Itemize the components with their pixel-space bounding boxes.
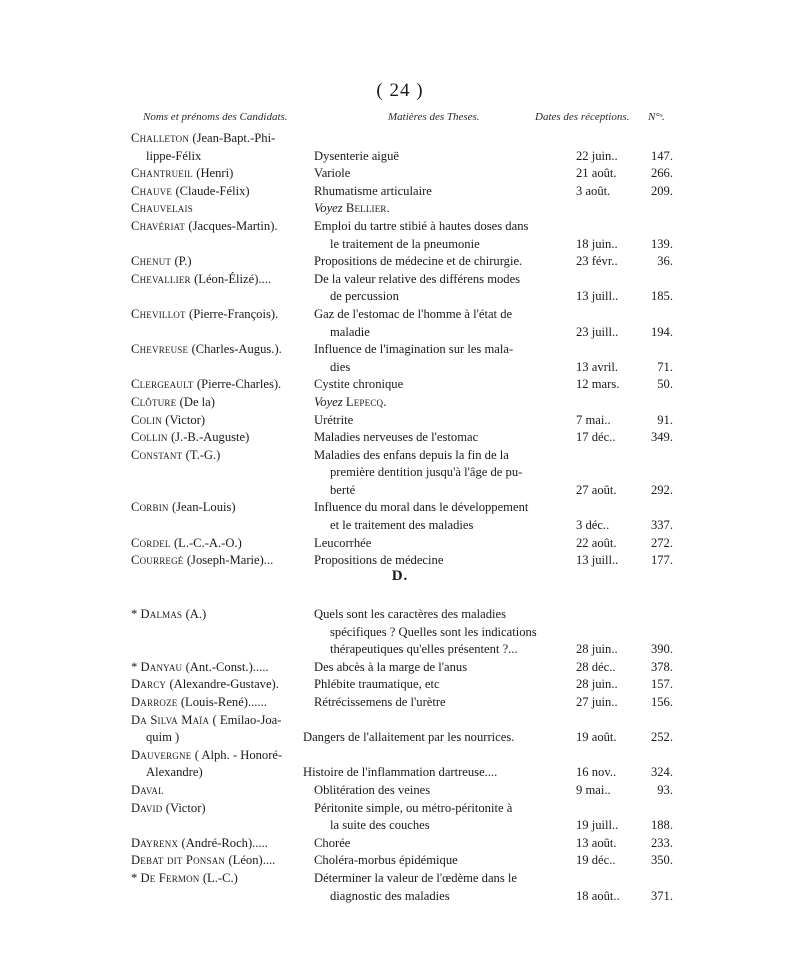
thesis-number: 93. bbox=[657, 782, 673, 797]
entry-line bbox=[0, 447, 800, 465]
entry-line bbox=[0, 852, 800, 870]
entry-line bbox=[0, 659, 800, 677]
reception-date: 16 nov.. bbox=[576, 765, 617, 780]
section-d-entries bbox=[0, 606, 800, 905]
reception-date: 3 déc.. bbox=[576, 518, 610, 533]
entry-line bbox=[0, 888, 800, 906]
candidate-name: Cordel (L.-C.-A.-O.) bbox=[131, 535, 242, 550]
thesis-title: Gaz de l'estomac de l'homme à l'état de bbox=[314, 306, 513, 321]
candidate-name: Dauvergne ( Alph. - Honoré- bbox=[131, 747, 283, 762]
thesis-number: 185. bbox=[650, 289, 673, 304]
entry-row bbox=[0, 676, 800, 694]
reception-date: 28 juin.. bbox=[576, 642, 618, 657]
entry-line bbox=[0, 747, 800, 765]
reception-date: 19 août. bbox=[576, 730, 617, 745]
entry-line bbox=[0, 200, 800, 218]
reception-date: 19 juill.. bbox=[576, 818, 619, 833]
entry-row bbox=[0, 130, 800, 165]
entry-row bbox=[0, 852, 800, 870]
entry-row bbox=[0, 694, 800, 712]
thesis-title: Cystite chronique bbox=[314, 377, 404, 392]
entry-row bbox=[0, 253, 800, 271]
reception-date: 27 août. bbox=[576, 482, 617, 497]
candidate-name: Collin (J.-B.-Auguste) bbox=[131, 430, 250, 445]
thesis-number: 266. bbox=[650, 166, 673, 181]
page-number: ( 24 ) bbox=[376, 80, 424, 101]
reception-date: 7 mai.. bbox=[576, 412, 611, 427]
reception-date: 19 déc.. bbox=[576, 853, 616, 868]
reception-date: 23 juill.. bbox=[576, 324, 619, 339]
entry-line bbox=[0, 535, 800, 553]
thesis-number: 350. bbox=[650, 853, 673, 868]
thesis-number: 390. bbox=[650, 642, 673, 657]
thesis-title: première dentition jusqu'à l'âge de pu- bbox=[330, 465, 523, 480]
thesis-title: spécifiques ? Quelles sont les indications bbox=[330, 624, 537, 639]
entry-line bbox=[0, 236, 800, 254]
entry-line bbox=[0, 253, 800, 271]
entry-line bbox=[0, 800, 800, 818]
reception-date: 13 avril. bbox=[576, 359, 618, 374]
reception-date: 27 juin.. bbox=[576, 694, 618, 709]
entry-row bbox=[0, 394, 800, 412]
entry-row bbox=[0, 341, 800, 376]
candidate-name: * Danyau (Ant.-Const.)..... bbox=[131, 659, 269, 674]
entry-row bbox=[0, 835, 800, 853]
thesis-number: 324. bbox=[650, 765, 673, 780]
entry-line bbox=[0, 694, 800, 712]
candidate-name: Chantrueil (Henri) bbox=[131, 166, 234, 181]
thesis-number: 50. bbox=[657, 377, 673, 392]
entry-line bbox=[0, 764, 800, 782]
thesis-title: Emploi du tartre stibié à hautes doses dans bbox=[314, 218, 529, 233]
candidate-name: * De Fermon (L.-C.) bbox=[131, 870, 238, 885]
candidate-name: Courregé (Joseph-Marie)... bbox=[131, 553, 274, 568]
entry-row bbox=[0, 800, 800, 835]
reception-date: 13 juill.. bbox=[576, 553, 619, 568]
thesis-title: Des abcès à la marge de l'anus bbox=[314, 659, 468, 674]
reception-date: 13 août. bbox=[576, 835, 617, 850]
candidate-name: Chenut (P.) bbox=[131, 254, 192, 269]
header-matieres: Matières des Theses. bbox=[388, 111, 480, 123]
entry-row bbox=[0, 183, 800, 201]
thesis-title: Oblitération des veines bbox=[314, 782, 431, 797]
entry-row bbox=[0, 782, 800, 800]
entry-line bbox=[0, 782, 800, 800]
entry-line bbox=[0, 429, 800, 447]
entry-row bbox=[0, 218, 800, 253]
candidate-name: Darcy (Alexandre-Gustave). bbox=[131, 677, 279, 692]
thesis-title: De la valeur relative des différens modes bbox=[314, 271, 521, 286]
candidate-name: Chevallier (Léon-Élizé).... bbox=[131, 271, 271, 286]
thesis-number: 378. bbox=[650, 659, 673, 674]
entry-line bbox=[0, 288, 800, 306]
candidate-name: Debat dit Ponsan (Léon).... bbox=[131, 853, 276, 868]
entry-line bbox=[0, 148, 800, 166]
section-c-entries bbox=[0, 130, 800, 570]
entry-line bbox=[0, 517, 800, 535]
entry-line bbox=[0, 341, 800, 359]
candidate-name: quim ) bbox=[146, 730, 180, 745]
candidate-name: Challeton (Jean-Bapt.-Phi- bbox=[131, 131, 276, 145]
entry-line bbox=[0, 376, 800, 394]
thesis-title: le traitement de la pneumonie bbox=[330, 236, 480, 251]
candidate-name: Constant (T.-G.) bbox=[131, 447, 221, 462]
candidate-name: Chauve (Claude-Félix) bbox=[131, 183, 250, 198]
entry-line bbox=[0, 712, 800, 730]
thesis-number: 272. bbox=[650, 535, 673, 550]
candidate-name: Da Silva Maïa ( Emilao-Joa- bbox=[131, 712, 282, 727]
entry-line bbox=[0, 394, 800, 412]
reception-date: 18 juin.. bbox=[576, 236, 618, 251]
header-numbers: N°ˢ. bbox=[648, 111, 665, 123]
candidate-name: Corbin (Jean-Louis) bbox=[131, 500, 236, 515]
entry-row bbox=[0, 306, 800, 341]
entry-row bbox=[0, 412, 800, 430]
thesis-title: Maladies nerveuses de l'estomac bbox=[314, 430, 479, 445]
thesis-title: Voyez Lepecq. bbox=[314, 394, 387, 409]
reception-date: 3 août. bbox=[576, 183, 611, 198]
candidate-name: Chevreuse (Charles-Augus.). bbox=[131, 342, 282, 357]
entry-row bbox=[0, 870, 800, 905]
entry-line bbox=[0, 464, 800, 482]
entry-line bbox=[0, 499, 800, 517]
thesis-title: dies bbox=[330, 359, 351, 374]
entry-line bbox=[0, 412, 800, 430]
entry-row bbox=[0, 376, 800, 394]
reception-date: 18 août.. bbox=[576, 888, 620, 903]
entry-line bbox=[0, 218, 800, 236]
entry-row bbox=[0, 429, 800, 447]
thesis-number: 177. bbox=[650, 553, 673, 568]
thesis-number: 209. bbox=[650, 183, 673, 198]
thesis-title: Rhumatisme articulaire bbox=[314, 183, 432, 198]
reception-date: 22 août. bbox=[576, 535, 617, 550]
thesis-title: Quels sont les caractères des maladies bbox=[314, 607, 506, 621]
thesis-title: Rétrécissemens de l'urètre bbox=[314, 694, 446, 709]
thesis-title: Maladies des enfans depuis la fin de la bbox=[314, 447, 509, 462]
candidate-name: Daval bbox=[131, 782, 164, 797]
header-dates: Dates des réceptions. bbox=[535, 111, 630, 123]
candidate-name: Clôture (De la) bbox=[131, 394, 215, 409]
entry-line bbox=[0, 870, 800, 888]
thesis-number: 139. bbox=[650, 236, 673, 251]
entry-line bbox=[0, 130, 800, 148]
thesis-title: la suite des couches bbox=[330, 818, 430, 833]
candidate-name: Chevillot (Pierre-François). bbox=[131, 306, 279, 321]
thesis-number: 337. bbox=[650, 518, 673, 533]
entry-line bbox=[0, 729, 800, 747]
entry-line bbox=[0, 324, 800, 342]
thesis-number: 252. bbox=[650, 730, 673, 745]
thesis-title: diagnostic des maladies bbox=[330, 888, 450, 903]
reception-date: 12 mars. bbox=[576, 377, 620, 392]
thesis-number: 157. bbox=[650, 677, 673, 692]
thesis-title: Dysenterie aiguë bbox=[314, 148, 399, 163]
candidate-name: Clergeault (Pierre-Charles). bbox=[131, 377, 282, 392]
thesis-title: thérapeutiques qu'elles présentent ?... bbox=[330, 642, 518, 657]
entry-line bbox=[0, 676, 800, 694]
thesis-number: 233. bbox=[650, 835, 673, 850]
thesis-number: 156. bbox=[650, 694, 673, 709]
entry-line bbox=[0, 835, 800, 853]
thesis-title: de percussion bbox=[330, 289, 399, 304]
thesis-number: 91. bbox=[657, 412, 673, 427]
reception-date: 9 mai.. bbox=[576, 782, 611, 797]
thesis-number: 194. bbox=[650, 324, 673, 339]
entry-line bbox=[0, 641, 800, 659]
thesis-title: maladie bbox=[330, 324, 370, 339]
thesis-title: Déterminer la valeur de l'œdème dans le bbox=[314, 870, 517, 885]
reception-date: 23 févr.. bbox=[576, 254, 618, 269]
entry-line bbox=[0, 817, 800, 835]
entry-line bbox=[0, 271, 800, 289]
entry-row bbox=[0, 712, 800, 747]
entry-line bbox=[0, 624, 800, 642]
candidate-name: Chavériat (Jacques-Martin). bbox=[131, 218, 278, 233]
entry-line bbox=[0, 183, 800, 201]
reception-date: 28 déc.. bbox=[576, 659, 616, 674]
entry-line bbox=[0, 306, 800, 324]
thesis-title: et le traitement des maladies bbox=[330, 518, 474, 533]
thesis-title: Histoire de l'inflammation dartreuse.... bbox=[303, 765, 498, 780]
thesis-title: Voyez Bellier. bbox=[314, 201, 390, 216]
candidate-name: Chauvelais bbox=[131, 201, 193, 216]
reception-date: 22 juin.. bbox=[576, 148, 618, 163]
entry-row bbox=[0, 659, 800, 677]
candidate-name: David (Victor) bbox=[131, 800, 206, 815]
entry-row bbox=[0, 499, 800, 534]
thesis-title: Influence du moral dans le développement bbox=[314, 500, 529, 515]
thesis-number: 71. bbox=[657, 359, 673, 374]
candidate-name: Dayrenx (André-Roch)..... bbox=[131, 835, 268, 850]
reception-date: 21 août. bbox=[576, 166, 617, 181]
thesis-title: Chorée bbox=[314, 835, 351, 850]
header-names: Noms et prénoms des Candidats. bbox=[143, 111, 288, 123]
entry-row bbox=[0, 535, 800, 553]
thesis-title: Urétrite bbox=[314, 412, 354, 427]
candidate-name: Darroze (Louis-René)...... bbox=[131, 694, 267, 709]
thesis-title: Propositions de médecine et de chirurgie. bbox=[314, 254, 523, 269]
candidate-name: lippe-Félix bbox=[146, 148, 202, 163]
thesis-number: 36. bbox=[657, 254, 673, 269]
thesis-title: Influence de l'imagination sur les mala- bbox=[314, 342, 514, 357]
reception-date: 17 déc.. bbox=[576, 430, 616, 445]
entry-row bbox=[0, 606, 800, 659]
entry-row bbox=[0, 165, 800, 183]
entry-line bbox=[0, 165, 800, 183]
candidate-name: * Dalmas (A.) bbox=[131, 607, 207, 621]
thesis-title: Phlébite traumatique, etc bbox=[314, 677, 440, 692]
entry-line bbox=[0, 606, 800, 624]
thesis-title: Leucorrhée bbox=[314, 535, 372, 550]
thesis-number: 292. bbox=[650, 482, 673, 497]
thesis-title: Choléra-morbus épidémique bbox=[314, 853, 458, 868]
thesis-number: 188. bbox=[650, 818, 673, 833]
thesis-number: 371. bbox=[650, 888, 673, 903]
thesis-title: Dangers de l'allaitement par les nourrices. bbox=[303, 730, 515, 745]
entry-line bbox=[0, 359, 800, 377]
entry-row bbox=[0, 447, 800, 500]
candidate-name: Alexandre) bbox=[146, 765, 203, 780]
thesis-title: berté bbox=[330, 482, 356, 497]
thesis-title: Variole bbox=[314, 166, 351, 181]
entry-line bbox=[0, 482, 800, 500]
entry-row bbox=[0, 271, 800, 306]
reception-date: 13 juill.. bbox=[576, 289, 619, 304]
entry-row bbox=[0, 747, 800, 782]
thesis-title: Propositions de médecine bbox=[314, 553, 444, 568]
reception-date: 28 juin.. bbox=[576, 677, 618, 692]
candidate-name: Colin (Victor) bbox=[131, 412, 206, 427]
thesis-number: 147. bbox=[650, 148, 673, 163]
thesis-title: Péritonite simple, ou métro-péritonite à bbox=[314, 800, 513, 815]
entry-row bbox=[0, 200, 800, 218]
thesis-number: 349. bbox=[650, 430, 673, 445]
section-d-title: D. bbox=[391, 568, 409, 584]
